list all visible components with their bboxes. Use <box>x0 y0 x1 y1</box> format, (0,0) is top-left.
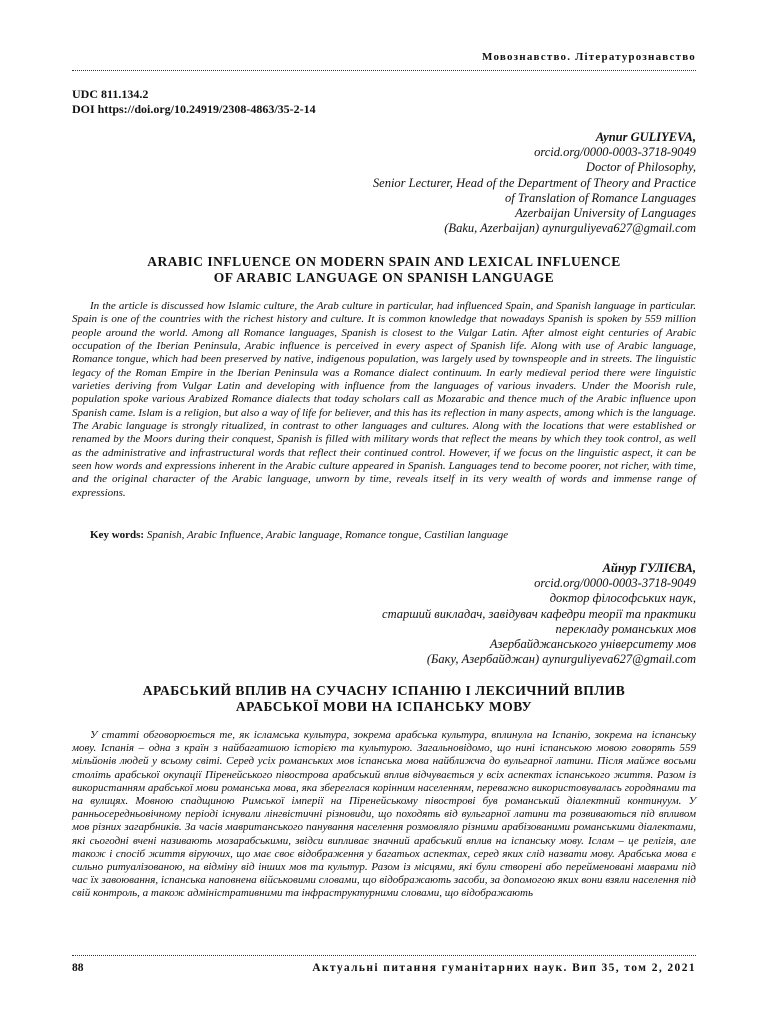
bottom-dotted-rule <box>72 955 696 956</box>
article-identifiers <box>72 87 316 117</box>
author-name: Aynur GULIYEVA, <box>595 130 696 144</box>
page-number: 88 <box>72 962 84 974</box>
author-orcid[interactable]: orcid.org/0000-0003-3718-9049 <box>534 576 696 591</box>
running-header: Мовознавство. Літературознавство <box>482 51 696 63</box>
title-line: АРАБСЬКИЙ ВПЛИВ НА СУЧАСНУ ІСПАНІЮ І ЛЕКСИЧНИЙ ВПЛИВ <box>142 683 626 698</box>
author-block-ukrainian <box>382 561 696 667</box>
article-title-ukrainian <box>72 683 696 715</box>
top-dotted-rule <box>72 70 696 71</box>
author-position: Senior Lecturer, Head of the Department of Theory and Practice <box>372 175 696 190</box>
keywords-text: Spanish, Arabic Influence, Arabic language, Romance tongue, Castilian language <box>146 529 509 541</box>
author-department: of Translation of Romance Languages <box>505 190 696 205</box>
journal-citation: Актуальні питання гуманітарних наук. Вип 35, том 2, 2021 <box>312 962 696 974</box>
abstract-text: У статті обговорюється те, як ісламська культура, зокрема арабська культура, вплинула на Іспанію, зокрема на іспанську мову. Іспанія – одна з країн з найбагатшою історією та культурою. Загальновідомо, що нині іспанською мовою говорять 559 мільйонів людей у всьому світі. Серед усіх романських мов іспанська мова найближча до вульгарної латини. Після майже восьми століть арабської окупації Піренейського півострова арабський вплив відчувається у всіх аспектах іспанського життя. Разом із використанням арабської мови романська мова, яка збереглася корінним населенням, переважно використовувалась городянами та на вулицях. Мовною спадщиною Римської імперії на Піренейському півострові був романський діалектний континуум. У ранньосередньовічному періоді існували лінгвістичні різновиди, що походять від вульгарної латини та розвиваються під впливом мов різних загарбників. За часів мавританського панування населення розмовляло різними арабізованими романськими діалектами, які сьогодні вчені називають мозарабськими, звідси випливає значний арабський вплив на іспанську мову. Іслам – це релігія, але також і спосіб життя віруючих, що має своє відображення у багатьох аспектах, серед яких слід назвати мову. Арабська мова є сильно ритуалізованою, на відміну від інших мов та культур. Разом із місцями, які були створені або перейменовані маврами під час їх завоювання, іспанська наповнена військовими словами, що відображають засоби, за допомогою яких вони взяли населення під свій контроль, а також адміністративними та інфраструктурними словами, що відображають <box>72 729 696 900</box>
doi-link[interactable]: DOI https://doi.org/10.24919/2308-4863/35-2-14 <box>72 102 316 116</box>
title-line: ARABIC INFLUENCE ON MODERN SPAIN AND LEXICAL INFLUENCE <box>147 254 621 269</box>
author-orcid[interactable]: orcid.org/0000-0003-3718-9049 <box>534 145 696 160</box>
author-location-email: (Baku, Azerbaijan) aynurguliyeva627@gmail.com <box>444 221 696 236</box>
author-name: Айнур ГУЛІЄВА, <box>602 561 696 575</box>
keywords-label: Key words: <box>90 529 145 541</box>
title-line: OF ARABIC LANGUAGE ON SPANISH LANGUAGE <box>213 270 555 285</box>
abstract-text: In the article is discussed how Islamic culture, the Arab culture in particular, had influenced Spain, and Spanish language in particular. Spain is one of the countries with the richest history and culture. It is common knowledge that nowadays Spanish is spoken by 559 million people around the world. Among all Romance languages, Spanish is closest to the Vulgar Latin. After almost eight centuries of Arabic occupation of the Iberian Peninsula, Arabic influence is perceived in every aspect of Spanish life. Along with use of Arabic language, Romance tongue, which had been preserved by native, indigenous population, was largely used by townspeople and in streets. The linguistic legacy of the Roman Empire in the Iberian Peninsula was a Romance dialect continuum. In early medieval period there were linguistic varieties deriving from Vulgar Latin and developing with influence from the languages of various invaders. Under the Moorish rule, population spoke various Arabized Romance dialects that today scholars call as Mozarabic and thence much of the Arabic influence upon Spanish came. Islam is a religion, but also a way of life for believer, and this has its reflection in many aspects, among which is the language. The Arabic language is strongly ritualized, in contrast to other languages and cultures. Along with the locations that were established or renamed by the Moors during their conquest, Spanish is filled with military words that reflect the means by which they took control, as well as the administrative and infrastructural words that reflect their continued control. However, if we focus on the linguistic aspect, it can be seen how words and expressions inherent in the Arabic culture appeared in Spanish. Languages tend to become poorer, not richer, with time, and the original character of the Arabic language, unworn by time, reveals itself in its very wealth of words and immense range of expressions. <box>72 300 696 499</box>
author-position: старший викладач, завідувач кафедри теорії та практики <box>382 606 696 621</box>
author-degree: доктор філософських наук, <box>549 591 696 606</box>
abstract-english <box>72 300 696 500</box>
author-location-email: (Баку, Азербайджан) aynurguliyeva627@gmail.com <box>426 652 696 667</box>
author-degree: Doctor of Philosophy, <box>585 160 696 175</box>
author-university: Азербайджанського університету мов <box>489 637 696 652</box>
article-title-english <box>72 254 696 286</box>
title-line: АРАБСЬКОЇ МОВИ НА ІСПАНСЬКУ МОВУ <box>235 699 533 714</box>
author-department: перекладу романських мов <box>555 621 696 636</box>
author-block-english <box>373 130 696 236</box>
udc-code: UDC 811.134.2 <box>72 87 149 101</box>
keywords <box>90 529 696 541</box>
author-university: Azerbaijan University of Languages <box>515 206 696 221</box>
abstract-ukrainian <box>72 729 696 901</box>
